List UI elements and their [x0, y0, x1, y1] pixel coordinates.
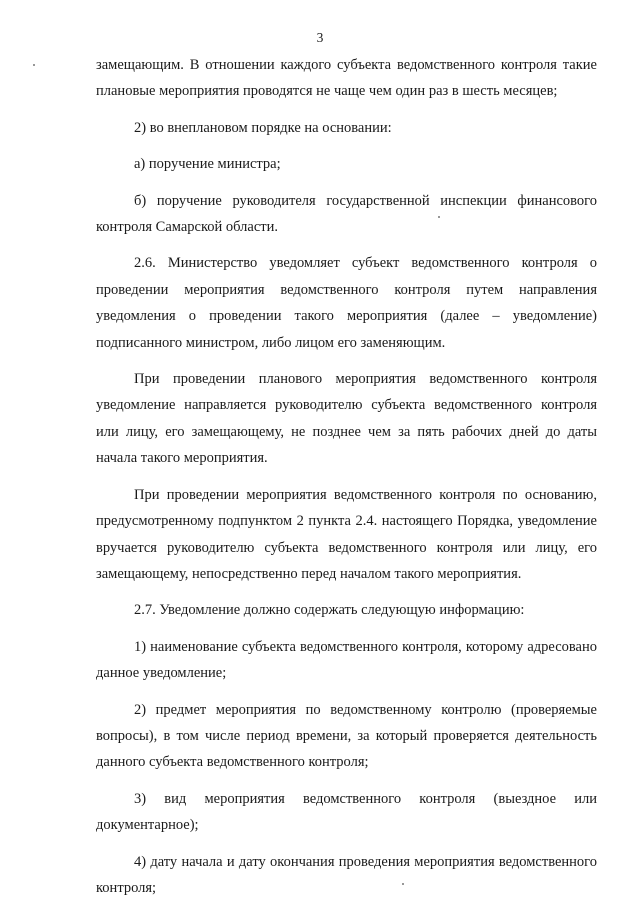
paragraph-list-item-4: 4) дату начала и дату окончания проведения мероприятия ведомственного контроля;	[96, 853, 597, 896]
paragraph-list-item-2: 2) предмет мероприятия по ведомственному контролю (проверяемые вопросы), в том числе период времени, за который проверяется деятельность данного субъекта ведомственного контроля;	[96, 701, 597, 771]
paragraph-continuation: замещающим. В отношении каждого субъекта ведомственного контроля такие плановые мероприятия проводятся не чаще чем один раз в шесть месяцев;	[96, 57, 597, 100]
scan-speck	[402, 883, 404, 885]
scan-speck	[33, 64, 35, 66]
paragraph-clause-2-7: 2.7. Уведомление должно содержать следующую информацию:	[134, 602, 525, 619]
paragraph-unscheduled-notice: При проведении мероприятия ведомственного контроля по основанию, предусмотренному подпунктом 2 пункта 2.4. настоящего Порядка, уведомление вручается руководителю субъекта ведомственного контроля или лицу, его замещающему, непосредственно перед началом такого мероприятия.	[96, 486, 597, 582]
paragraph-subitem-b: б) поручение руководителя государственной инспекции финансового контроля Самарской области.	[96, 192, 597, 236]
paragraph-list-item-1: 1) наименование субъекта ведомственного контроля, которому адресовано данное уведомление;	[96, 638, 597, 682]
paragraph-scheduled-notice: При проведении планового мероприятия ведомственного контроля уведомление направляется руководителю субъекта ведомственного контроля или лицу, его замещающему, не позднее чем за пять рабочих дней до даты начала такого мероприятия.	[96, 371, 597, 467]
scan-speck	[438, 216, 440, 218]
paragraph-item-unscheduled: 2) во внеплановом порядке на основании:	[134, 119, 392, 136]
paragraph-clause-2-6: 2.6. Министерство уведомляет субъект ведомственного контроля о проведении мероприятия ведомственного контроля путем направления уведомления о проведении такого мероприятия (далее – уведомление) подписанного министром, либо лицом его заменяющим.	[96, 255, 597, 351]
paragraph-subitem-a: а) поручение министра;	[134, 156, 281, 173]
document-body	[96, 52, 597, 911]
paragraph-list-item-3: 3) вид мероприятия ведомственного контроля (выездное или документарное);	[96, 790, 597, 834]
page-number: 3	[316, 30, 324, 45]
